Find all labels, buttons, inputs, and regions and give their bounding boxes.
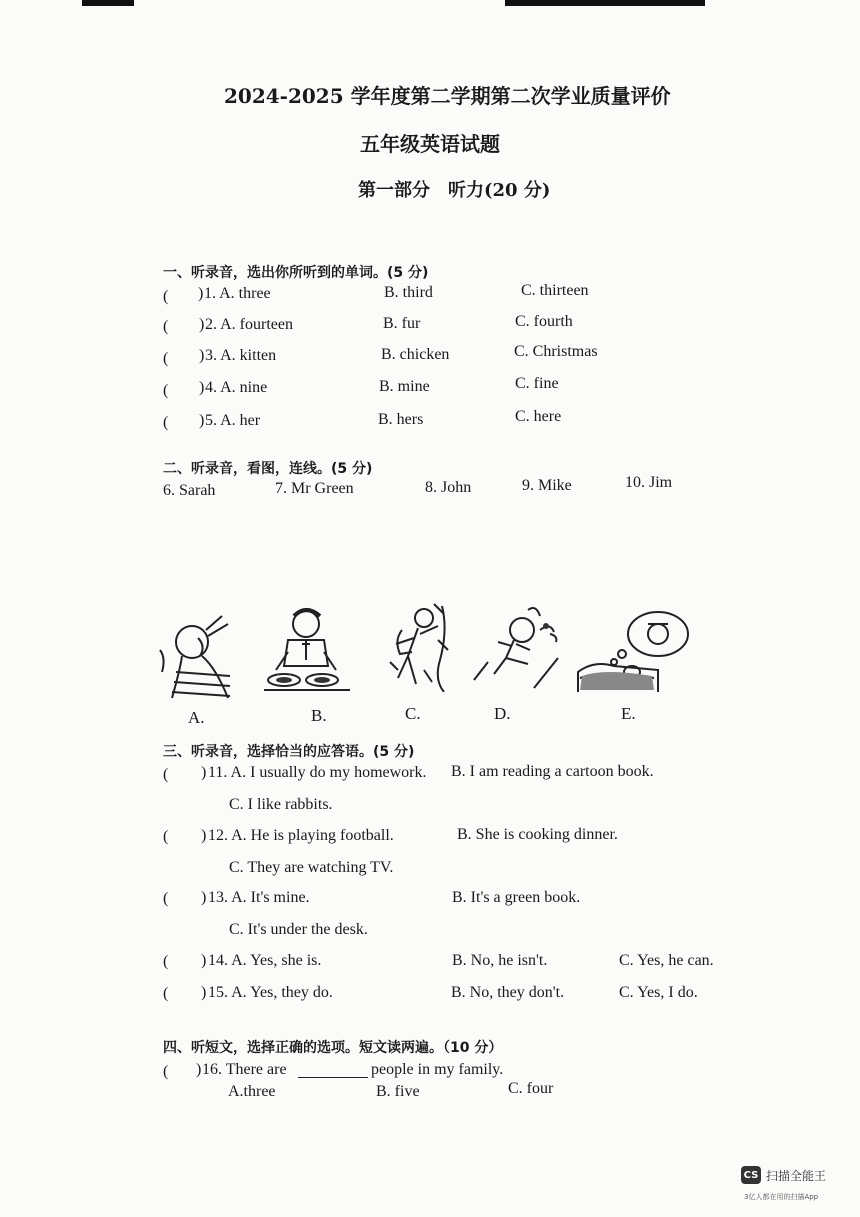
picture-c-climbing (384, 600, 452, 692)
q13-option-c: C. It's under the desk. (229, 921, 368, 938)
picture-label: D. (494, 704, 511, 723)
scanner-app-name: 扫描全能王 (766, 1168, 827, 1183)
q14-option-a: 14. A. Yes, she is. (208, 952, 322, 969)
q15-option-a: 15. A. Yes, they do. (208, 984, 333, 1001)
picture-label: A. (188, 708, 205, 727)
option-b: B. chicken (381, 346, 450, 363)
answer-paren-close: ) (199, 412, 205, 429)
answer-paren-open: ( (163, 382, 169, 399)
q13-option-b: B. It's a green book. (452, 889, 581, 906)
option-c: C. here (515, 408, 562, 425)
q16-option-b: B. five (376, 1083, 420, 1100)
q16-stem-end: people in my family. (371, 1061, 504, 1078)
answer-paren-open: ( (163, 318, 169, 335)
q15-option-c: C. Yes, I do. (619, 984, 698, 1001)
answer-paren-close: ) (198, 285, 204, 302)
answer-paren-close: ) (201, 889, 207, 906)
answer-paren-open: ( (163, 288, 169, 305)
q13-option-a: 13. A. It's mine. (208, 889, 310, 906)
answer-paren-open: ( (163, 985, 169, 1002)
option-b: B. third (384, 284, 433, 301)
scanner-watermark (741, 1166, 826, 1184)
answer-paren-close: ) (199, 316, 205, 333)
scanner-tagline: 3亿人都在用的扫描App (744, 1193, 819, 1201)
name-label: 8. John (425, 479, 472, 496)
option-c: C. fourth (515, 313, 573, 330)
option-b: B. hers (378, 411, 424, 428)
exam-title: 2024-2025 学年度第二学期第二次学业质量评价 (224, 84, 671, 108)
picture-label: C. (405, 704, 421, 723)
scan-edge-left (82, 0, 134, 6)
camscanner-logo-icon: CS (741, 1166, 761, 1184)
picture-label: E. (621, 704, 636, 723)
answer-paren-open: ( (163, 828, 169, 845)
q14-option-b: B. No, he isn't. (452, 952, 548, 969)
section4-heading: 四、听短文，选择正确的选项。短文读两遍。（10 分） (163, 1040, 503, 1056)
q15-option-b: B. No, they don't. (451, 984, 565, 1001)
q16-answer-blank[interactable] (298, 1077, 368, 1078)
name-label: 9. Mike (522, 477, 572, 494)
option-c: C. thirteen (521, 282, 589, 299)
q14-option-c: C. Yes, he can. (619, 952, 714, 969)
option-a: 4. A. nine (205, 379, 268, 396)
answer-paren-open: ( (163, 1063, 169, 1080)
answer-paren-open: ( (163, 953, 169, 970)
q11-option-b: B. I am reading a cartoon book. (451, 763, 654, 780)
answer-paren-close: ) (201, 984, 207, 1001)
answer-paren-open: ( (163, 414, 169, 431)
option-c: C. fine (515, 375, 559, 392)
picture-d-running (470, 600, 566, 692)
answer-paren-close: ) (199, 347, 205, 364)
name-label: 10. Jim (625, 474, 673, 491)
answer-paren-open: ( (163, 890, 169, 907)
q16-option-a: A.three (228, 1083, 276, 1100)
q16-stem-start: 16. There are (202, 1061, 287, 1078)
section2-heading: 二、听录音，看图，连线。(5 分) (163, 461, 373, 477)
q16-option-c: C. four (508, 1080, 554, 1097)
option-a: 3. A. kitten (205, 347, 277, 364)
q12-option-b: B. She is cooking dinner. (457, 826, 618, 843)
answer-paren-open: ( (163, 766, 169, 783)
answer-paren-close: ) (201, 952, 207, 969)
answer-paren-close: ) (196, 1061, 202, 1078)
answer-paren-close: ) (201, 764, 207, 781)
q11-option-a: 11. A. I usually do my homework. (208, 764, 427, 781)
picture-a-drinking (158, 610, 244, 702)
answer-paren-close: ) (199, 379, 205, 396)
picture-b-eating (262, 604, 354, 696)
section1-heading: 一、听录音，选出你所听到的单词。(5 分) (163, 265, 429, 281)
option-c: C. Christmas (514, 343, 598, 360)
q12-option-a: 12. A. He is playing football. (208, 827, 394, 844)
option-a: 5. A. her (205, 412, 261, 429)
part-title: 第一部分 听力(20 分) (358, 180, 551, 201)
name-label: 7. Mr Green (275, 480, 354, 497)
section3-heading: 三、听录音，选择恰当的应答语。(5 分) (163, 744, 415, 760)
picture-label: B. (311, 706, 327, 725)
q12-option-c: C. They are watching TV. (229, 859, 394, 876)
option-b: B. mine (379, 378, 430, 395)
option-a: 2. A. fourteen (205, 316, 293, 333)
name-label: 6. Sarah (163, 482, 216, 499)
picture-e-sleeping (574, 604, 692, 696)
answer-paren-close: ) (201, 827, 207, 844)
exam-subtitle: 五年级英语试题 (360, 132, 500, 156)
answer-paren-open: ( (163, 350, 169, 367)
option-a: 1. A. three (204, 285, 271, 302)
q11-option-c: C. I like rabbits. (229, 796, 333, 813)
option-b: B. fur (383, 315, 421, 332)
scan-edge-right (505, 0, 705, 6)
